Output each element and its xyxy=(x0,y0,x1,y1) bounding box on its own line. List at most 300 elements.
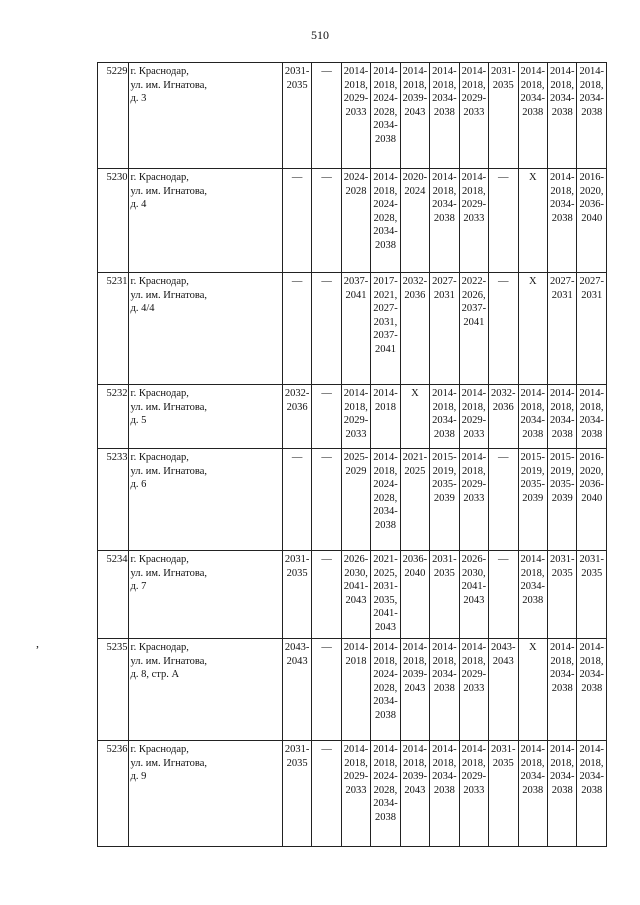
period-line: 2043- xyxy=(491,642,516,653)
period-line: 2018, xyxy=(462,655,486,667)
period-line: 2029- xyxy=(343,771,369,783)
period-line: 2039- xyxy=(402,93,428,105)
period-line: 2024 xyxy=(404,185,426,197)
period-line: 2038 xyxy=(433,428,455,440)
address-line: д. 4/4 xyxy=(130,303,155,315)
period-line: 2028 xyxy=(345,185,367,197)
table-row xyxy=(98,639,607,741)
period-cell xyxy=(518,741,547,847)
period-cell xyxy=(430,551,459,639)
address-line: г. Краснодар, xyxy=(130,744,189,755)
period-line: 2034- xyxy=(373,120,398,132)
period-line: — xyxy=(498,172,509,183)
period-line: 2034- xyxy=(549,199,575,211)
period-cell xyxy=(400,385,429,449)
period-line: 2033 xyxy=(463,784,485,796)
period-cell xyxy=(371,639,400,741)
period-line: 2014- xyxy=(520,744,545,755)
period-cell xyxy=(312,169,341,273)
period-cell xyxy=(341,169,370,273)
address-line: ул. им. Игнатова, xyxy=(130,79,207,91)
period-line: 2031- xyxy=(432,554,457,565)
address-line: д. 6 xyxy=(130,479,147,491)
period-line: 2018, xyxy=(550,79,574,91)
period-line: 2034- xyxy=(579,415,604,427)
period-line: 2018, xyxy=(432,185,457,197)
period-line: 2038 xyxy=(522,106,544,118)
row-number: 5232 xyxy=(98,385,129,449)
period-line: — xyxy=(321,276,332,287)
period-line: 2037- xyxy=(373,330,398,342)
period-line: 2034- xyxy=(520,415,545,427)
period-cell xyxy=(518,639,547,741)
address-cell xyxy=(129,63,282,169)
period-line: 2021- xyxy=(373,554,398,565)
period-line: 2035 xyxy=(286,757,308,769)
period-cell xyxy=(341,551,370,639)
period-line: 2034- xyxy=(373,506,398,518)
period-line: 2019, xyxy=(520,465,545,477)
period-line: 2040 xyxy=(404,567,426,579)
period-line: 2018, xyxy=(520,567,545,579)
period-line: 2029- xyxy=(461,669,487,681)
address-line: г. Краснодар, xyxy=(130,388,189,399)
row-number: 5230 xyxy=(98,169,129,273)
table-row xyxy=(98,273,607,385)
period-line: 2018, xyxy=(432,757,457,769)
period-line: 2014- xyxy=(373,172,398,183)
period-cell xyxy=(547,169,576,273)
period-cell xyxy=(577,449,607,551)
period-line: 2014- xyxy=(461,388,487,399)
period-line: 2014- xyxy=(432,66,457,77)
period-cell xyxy=(430,169,459,273)
period-line: 2034- xyxy=(579,771,604,783)
period-line: 2018, xyxy=(520,757,545,769)
period-line: 2029- xyxy=(461,415,487,427)
period-line: 2035 xyxy=(433,567,455,579)
period-line: 2014- xyxy=(579,744,604,755)
period-cell xyxy=(312,385,341,449)
period-line: 2034- xyxy=(549,669,575,681)
period-line: 2018, xyxy=(373,757,398,769)
table-row xyxy=(98,741,607,847)
period-cell xyxy=(459,741,488,847)
period-line: 2034- xyxy=(520,93,545,105)
period-cell xyxy=(430,639,459,741)
period-line: 2017- xyxy=(373,276,398,287)
period-line: 2024- xyxy=(373,199,398,211)
period-line: 2041- xyxy=(343,581,369,593)
period-line: 2032- xyxy=(491,388,516,399)
period-cell xyxy=(518,169,547,273)
period-line: 2014- xyxy=(520,554,545,565)
period-line: 2018, xyxy=(462,79,486,91)
period-cell xyxy=(518,385,547,449)
address-cell xyxy=(129,449,282,551)
period-line: — xyxy=(321,642,332,653)
period-cell xyxy=(430,273,459,385)
period-line: 2035 xyxy=(286,567,308,579)
period-line: 2025, xyxy=(373,567,398,579)
period-cell xyxy=(489,449,518,551)
period-line: — xyxy=(321,452,332,463)
period-line: 2031- xyxy=(373,581,398,593)
period-cell xyxy=(312,63,341,169)
row-number: 5236 xyxy=(98,741,129,847)
period-line: 2038 xyxy=(522,428,544,440)
period-line: 2021, xyxy=(373,289,398,301)
row-number: 5234 xyxy=(98,551,129,639)
address-cell xyxy=(129,741,282,847)
period-line: 2014- xyxy=(549,66,575,77)
period-line: — xyxy=(321,66,332,77)
period-cell xyxy=(282,169,311,273)
address-line: г. Краснодар, xyxy=(130,172,189,183)
period-line: 2014- xyxy=(373,452,398,463)
period-cell xyxy=(400,551,429,639)
period-line: 2043 xyxy=(345,594,367,606)
period-line: 2038 xyxy=(551,682,573,694)
period-line: 2031- xyxy=(549,554,575,565)
period-line: 2020, xyxy=(579,185,604,197)
period-line: 2018, xyxy=(432,79,457,91)
period-cell xyxy=(459,385,488,449)
period-line: 2014- xyxy=(402,66,428,77)
period-line: 2014- xyxy=(373,388,398,399)
period-line: 2035 xyxy=(581,567,603,579)
period-cell xyxy=(430,741,459,847)
period-cell xyxy=(400,169,429,273)
address-line: д. 8, стр. А xyxy=(130,669,180,681)
period-line: 2039 xyxy=(551,492,573,504)
period-line: 2038 xyxy=(374,811,396,823)
address-line: г. Краснодар, xyxy=(130,452,189,463)
period-line: 2014- xyxy=(549,172,575,183)
period-line: 2036 xyxy=(492,401,514,413)
period-line: 2032- xyxy=(402,276,428,287)
period-line: 2035 xyxy=(492,757,514,769)
period-line: 2014- xyxy=(549,388,575,399)
period-cell xyxy=(577,385,607,449)
period-line: 2014- xyxy=(461,744,487,755)
period-line: 2035- xyxy=(520,479,545,491)
period-line: 2024- xyxy=(373,771,398,783)
address-cell xyxy=(129,273,282,385)
period-line: — xyxy=(498,276,509,287)
period-cell xyxy=(518,551,547,639)
period-cell xyxy=(459,63,488,169)
period-line: 2014- xyxy=(461,66,487,77)
period-cell xyxy=(282,639,311,741)
period-line: 2038 xyxy=(522,594,544,606)
period-line: 2030, xyxy=(344,567,368,579)
period-line: 2015- xyxy=(432,452,457,463)
period-line: 2014- xyxy=(373,744,398,755)
address-cell xyxy=(129,385,282,449)
period-line: 2029- xyxy=(343,415,369,427)
period-cell xyxy=(577,63,607,169)
address-line: ул. им. Игнатова, xyxy=(130,567,207,579)
period-line: 2038 xyxy=(551,784,573,796)
period-line: 2018, xyxy=(432,655,457,667)
period-line: 2038 xyxy=(581,784,603,796)
period-line: 2014- xyxy=(461,452,487,463)
period-line: 2018, xyxy=(373,655,398,667)
period-line: 2024- xyxy=(373,93,398,105)
period-line: 2016- xyxy=(579,452,604,463)
period-line: 2024- xyxy=(373,479,398,491)
period-line: 2018, xyxy=(462,757,486,769)
period-line: 2022- xyxy=(461,276,487,287)
period-line: 2037- xyxy=(461,303,487,315)
period-line: 2043 xyxy=(492,655,514,667)
period-line: 2018, xyxy=(520,401,545,413)
period-line: 2014- xyxy=(343,642,369,653)
period-line: 2038 xyxy=(374,709,396,721)
period-cell xyxy=(577,273,607,385)
period-line: 2033 xyxy=(463,492,485,504)
period-line: 2038 xyxy=(374,133,396,145)
period-cell xyxy=(489,63,518,169)
period-line: — xyxy=(498,452,509,463)
period-line: 2034- xyxy=(579,669,604,681)
period-line: 2033 xyxy=(345,428,367,440)
period-line: 2034- xyxy=(373,798,398,810)
period-cell xyxy=(371,169,400,273)
period-line: 2034- xyxy=(520,581,545,593)
period-line: 2014- xyxy=(343,744,369,755)
period-cell xyxy=(282,273,311,385)
period-line: 2014- xyxy=(549,744,575,755)
period-line: 2033 xyxy=(463,212,485,224)
table-row xyxy=(98,385,607,449)
period-line: 2014- xyxy=(520,388,545,399)
period-line: 2024- xyxy=(343,172,369,183)
period-line: 2038 xyxy=(581,682,603,694)
period-line: 2018, xyxy=(373,79,398,91)
period-line: 2031- xyxy=(579,554,604,565)
period-line: 2038 xyxy=(551,428,573,440)
period-line: 2031- xyxy=(284,554,310,565)
period-line: 2018, xyxy=(579,757,604,769)
period-line: 2043 xyxy=(463,594,485,606)
period-line: 2014- xyxy=(343,388,369,399)
period-line: 2031, xyxy=(373,316,398,328)
period-line: 2031 xyxy=(581,289,603,301)
period-line: 2039- xyxy=(402,669,428,681)
table-row xyxy=(98,551,607,639)
period-line: 2020, xyxy=(579,465,604,477)
period-line: 2027- xyxy=(373,303,398,315)
period-line: 2036- xyxy=(579,479,604,491)
period-line: 2037- xyxy=(343,276,369,287)
period-line: 2014- xyxy=(343,66,369,77)
period-cell xyxy=(489,551,518,639)
period-line: 2014- xyxy=(432,642,457,653)
address-line: ул. им. Игнатова, xyxy=(130,465,207,477)
period-line: 2018, xyxy=(550,185,574,197)
period-line: 2018, xyxy=(550,655,574,667)
period-line: X xyxy=(411,388,419,399)
period-line: 2014- xyxy=(402,642,428,653)
period-cell xyxy=(547,551,576,639)
period-cell xyxy=(341,639,370,741)
table-row xyxy=(98,63,607,169)
period-line: 2043 xyxy=(374,621,396,633)
period-line: 2038 xyxy=(551,106,573,118)
row-number: 5233 xyxy=(98,449,129,551)
period-line: 2021- xyxy=(402,452,428,463)
period-line: 2018, xyxy=(462,185,486,197)
period-line: 2029 xyxy=(345,465,367,477)
period-cell xyxy=(577,169,607,273)
period-line: 2018, xyxy=(579,401,604,413)
period-line: 2018, xyxy=(579,79,604,91)
period-line: 2018, xyxy=(403,655,427,667)
address-cell xyxy=(129,551,282,639)
period-line: 2014- xyxy=(373,66,398,77)
period-line: 2026- xyxy=(343,554,369,565)
period-line: — xyxy=(321,744,332,755)
period-line: 2014- xyxy=(432,388,457,399)
period-line: X xyxy=(528,172,537,183)
period-line: 2036 xyxy=(404,289,426,301)
period-line: 2018, xyxy=(579,655,604,667)
period-line: 2018, xyxy=(403,757,427,769)
address-line: д. 7 xyxy=(130,581,147,593)
period-line: 2034- xyxy=(432,669,457,681)
period-line: 2018, xyxy=(462,465,486,477)
address-line: ул. им. Игнатова, xyxy=(130,185,207,197)
period-line: X xyxy=(528,642,537,653)
period-line: 2015- xyxy=(549,452,575,463)
period-line: 2034- xyxy=(579,93,604,105)
address-line: д. 9 xyxy=(130,771,147,783)
period-line: 2014- xyxy=(520,66,545,77)
period-cell xyxy=(400,273,429,385)
period-line: 2028, xyxy=(373,784,398,796)
address-line: д. 5 xyxy=(130,415,147,427)
period-line: 2024- xyxy=(373,669,398,681)
period-cell xyxy=(400,449,429,551)
period-cell xyxy=(459,169,488,273)
period-line: 2034- xyxy=(549,93,575,105)
period-line: 2041 xyxy=(345,289,367,301)
period-line: 2029- xyxy=(461,479,487,491)
period-line: 2040 xyxy=(581,212,603,224)
period-line: 2038 xyxy=(433,784,455,796)
period-line: 2036- xyxy=(579,199,604,211)
period-line: 2018 xyxy=(374,401,396,413)
period-line: — xyxy=(291,172,303,183)
period-line: 2018, xyxy=(432,401,457,413)
address-line: г. Краснодар, xyxy=(130,642,189,653)
period-line: 2034- xyxy=(432,93,457,105)
period-cell xyxy=(430,385,459,449)
period-line: 2043 xyxy=(404,682,426,694)
period-cell xyxy=(577,639,607,741)
period-line: 2035, xyxy=(373,594,398,606)
address-line: г. Краснодар, xyxy=(130,276,189,287)
period-line: 2014- xyxy=(579,642,604,653)
period-line: 2018, xyxy=(403,79,427,91)
period-line: 2025 xyxy=(404,465,426,477)
period-line: 2035 xyxy=(286,79,308,91)
period-cell xyxy=(371,741,400,847)
period-line: 2014- xyxy=(432,172,457,183)
period-cell xyxy=(489,741,518,847)
period-cell xyxy=(459,639,488,741)
period-line: 2034- xyxy=(432,415,457,427)
period-line: 2018, xyxy=(344,757,368,769)
period-line: 2029- xyxy=(343,93,369,105)
period-line: 2041 xyxy=(463,316,485,328)
period-line: 2036- xyxy=(402,554,428,565)
period-line: 2039 xyxy=(433,492,455,504)
period-line: 2038 xyxy=(522,784,544,796)
period-line: 2018, xyxy=(520,79,545,91)
period-line: 2019, xyxy=(550,465,574,477)
period-line: 2043- xyxy=(284,642,310,653)
period-cell xyxy=(371,385,400,449)
period-line: 2014- xyxy=(579,66,604,77)
period-cell xyxy=(577,741,607,847)
address-line: д. 4 xyxy=(130,199,147,211)
period-cell xyxy=(430,449,459,551)
period-line: 2034- xyxy=(549,771,575,783)
period-line: 2034- xyxy=(520,771,545,783)
row-number: 5229 xyxy=(98,63,129,169)
period-cell xyxy=(282,449,311,551)
period-cell xyxy=(341,63,370,169)
period-cell xyxy=(489,273,518,385)
registry-table xyxy=(97,62,607,847)
period-cell xyxy=(371,551,400,639)
period-line: 2027- xyxy=(432,276,457,287)
period-cell xyxy=(489,169,518,273)
row-number: 5235 xyxy=(98,639,129,741)
period-cell xyxy=(547,273,576,385)
period-line: 2033 xyxy=(463,682,485,694)
period-line: 2018 xyxy=(345,655,367,667)
period-cell xyxy=(312,639,341,741)
period-cell xyxy=(547,385,576,449)
period-line: 2018, xyxy=(373,185,398,197)
table-row xyxy=(98,169,607,273)
table-row xyxy=(98,449,607,551)
period-line: 2031 xyxy=(433,289,455,301)
period-cell xyxy=(577,551,607,639)
period-cell xyxy=(459,449,488,551)
period-line: 2026, xyxy=(462,289,486,301)
period-line: 2038 xyxy=(374,519,396,531)
period-line: 2028, xyxy=(373,212,398,224)
period-line: 2034- xyxy=(373,696,398,708)
period-cell xyxy=(400,63,429,169)
period-line: 2036 xyxy=(286,401,308,413)
address-cell xyxy=(129,169,282,273)
period-line: 2033 xyxy=(463,428,485,440)
period-line: 2032- xyxy=(284,388,310,399)
period-line: 2019, xyxy=(432,465,457,477)
period-line: 2020- xyxy=(402,172,428,183)
period-line: 2014- xyxy=(461,642,487,653)
page-number: 510 xyxy=(311,28,329,42)
period-line: 2041- xyxy=(373,608,398,620)
period-cell xyxy=(371,273,400,385)
period-cell xyxy=(341,385,370,449)
